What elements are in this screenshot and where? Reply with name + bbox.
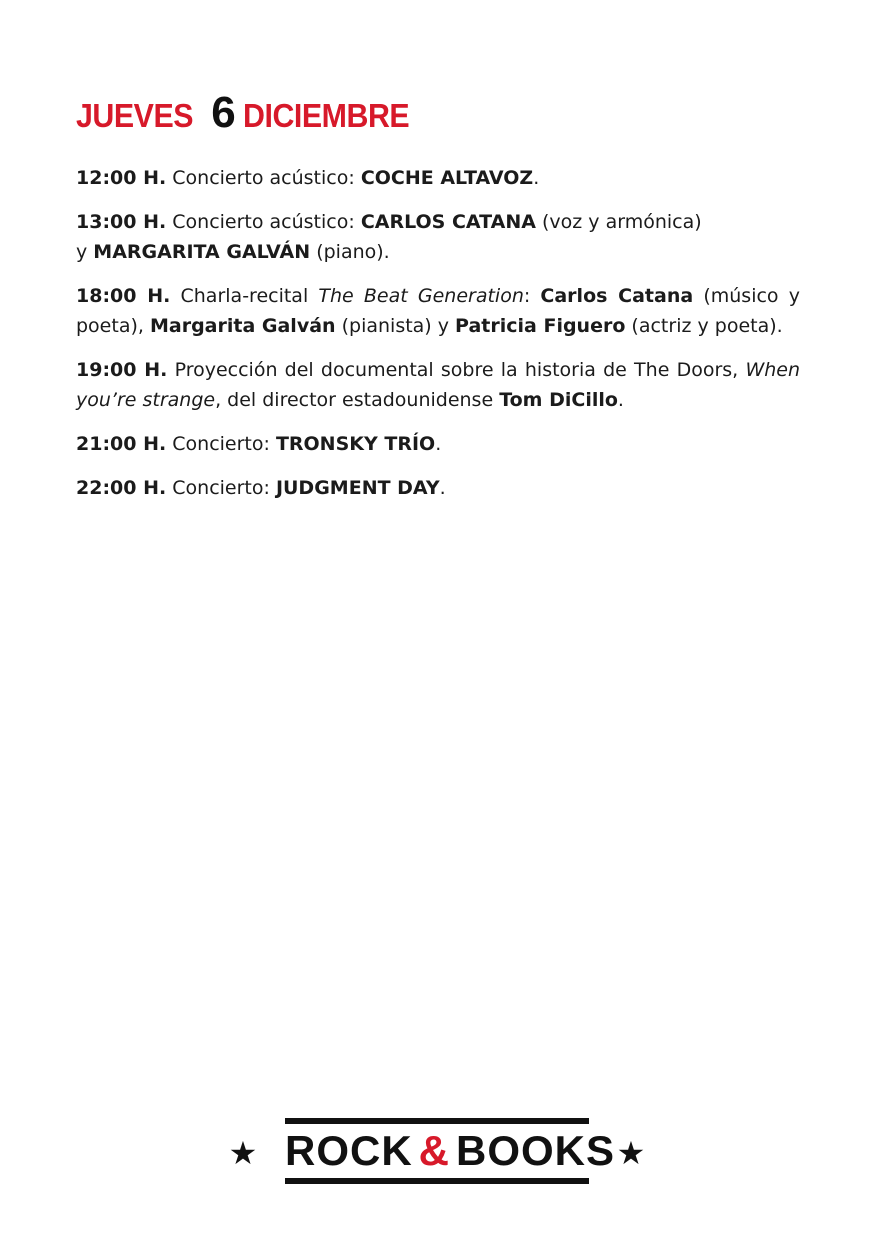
entry-highlight: COCHE ALTAVOZ xyxy=(360,167,534,189)
program-entry xyxy=(76,207,800,267)
entry-text: (pianista) y xyxy=(335,315,456,337)
entry-text: (actriz y poeta). xyxy=(625,315,783,337)
program-entry xyxy=(76,473,800,503)
entry-text: : xyxy=(523,285,541,307)
entry-title: The Beat Generation xyxy=(318,285,524,307)
heading-day-number: 6 xyxy=(211,88,236,137)
entry-text: (piano). xyxy=(310,241,390,263)
rock-and-books-logo xyxy=(285,1116,616,1184)
entry-text: . xyxy=(617,389,624,411)
logo-word-books: BOOKS xyxy=(456,1127,616,1174)
logo-top-rule xyxy=(285,1118,589,1124)
entry-text: . xyxy=(533,167,540,189)
entry-text: Concierto acústico: xyxy=(166,167,361,189)
entry-highlight: Tom DiCillo xyxy=(499,389,618,411)
entry-text: Concierto: xyxy=(166,477,276,499)
entry-time: 18:00 H. xyxy=(76,285,171,307)
entry-text: Proyección del documental sobre la historia de The Doors, xyxy=(167,359,746,381)
entry-text: . xyxy=(435,433,442,455)
entry-highlight: Margarita Galván xyxy=(149,315,336,337)
entry-time: 12:00 H. xyxy=(76,167,167,189)
entry-title: When you’re strange xyxy=(76,359,800,411)
entry-text: y xyxy=(76,241,94,263)
entry-highlight: MARGARITA GALVÁN xyxy=(93,241,311,263)
heading-day: JUEVES xyxy=(76,97,194,134)
entry-highlight: JUDGMENT DAY xyxy=(275,477,440,499)
entry-time: 13:00 H. xyxy=(76,211,167,233)
entry-text: Concierto acústico: xyxy=(166,211,361,233)
program-entry xyxy=(76,281,800,341)
entry-time: 19:00 H. xyxy=(76,359,168,381)
program-entry xyxy=(76,163,800,193)
entry-text: . xyxy=(439,477,446,499)
entry-highlight: Patricia Figuero xyxy=(455,315,626,337)
star-icon: ★ xyxy=(228,1134,258,1172)
program-entry xyxy=(76,429,800,459)
entry-text: Charla-recital xyxy=(170,285,319,307)
heading-month: DICIEMBRE xyxy=(243,97,410,134)
entry-text: (voz y armónica) xyxy=(535,211,702,233)
star-icon: ★ xyxy=(616,1134,646,1172)
program-entry xyxy=(76,355,800,415)
logo-bottom-rule xyxy=(285,1178,589,1184)
footer-logo xyxy=(228,1116,646,1188)
entry-text: , del director estadounidense xyxy=(215,389,500,411)
entry-text: (músico y poeta), xyxy=(76,285,800,337)
logo-word-rock: ROCK xyxy=(285,1127,413,1174)
logo-wordmark xyxy=(285,1126,616,1176)
entry-highlight: TRONSKY TRÍO xyxy=(275,433,436,455)
entry-time: 22:00 H. xyxy=(76,477,167,499)
program-list xyxy=(76,163,800,517)
page-heading xyxy=(76,84,424,137)
logo-ampersand: & xyxy=(418,1127,451,1174)
entry-text: Concierto: xyxy=(166,433,276,455)
entry-highlight: Carlos Catana xyxy=(540,285,694,307)
entry-time: 21:00 H. xyxy=(76,433,167,455)
entry-highlight: CARLOS CATANA xyxy=(360,211,536,233)
